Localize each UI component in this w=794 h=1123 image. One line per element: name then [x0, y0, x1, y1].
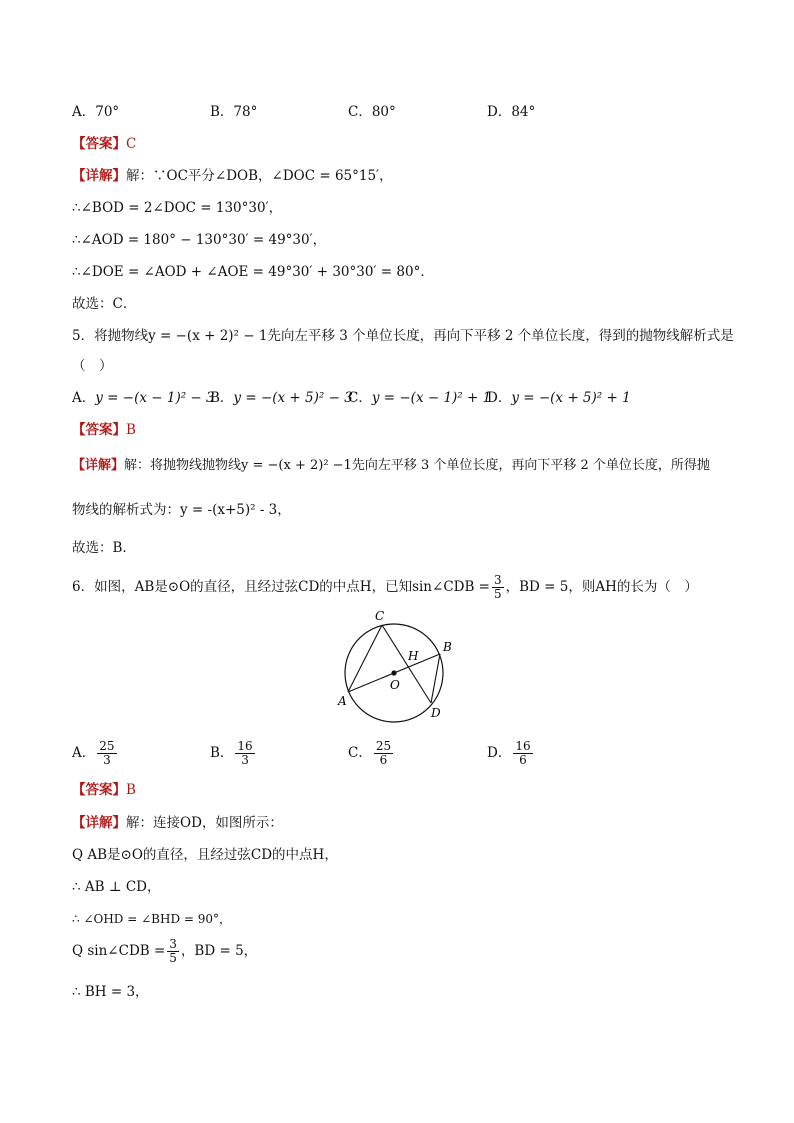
q6-detail-line-3: ∴ AB ⊥ CD， [72, 879, 161, 895]
q5-option-b: B．y = −(x + 5)² − 3 [210, 390, 353, 406]
q4-detail-line-3: ∴∠AOD = 180° − 130°30′ = 49°30′， [72, 232, 327, 248]
q4-detail-line-4: ∴∠DOE = ∠AOD + ∠AOE = 49°30′ + 30°30′ = 80°． [72, 264, 434, 280]
segment-bd [431, 654, 440, 703]
q6-detail-line-6: ∴ BH = 3， [72, 984, 149, 1000]
q4-answer: 【答案】C [72, 136, 137, 152]
q6-stem: 6．如图，AB是⊙O的直径，且经过弦CD的中点H，已知sin∠CDB = $\frac{3}{5}$ ，BD = 5，则AH的长为（ ） [72, 573, 698, 601]
circle-figure [328, 605, 468, 723]
q4-detail-line-1: 【详解】解：∵OC平分∠DOB，∠DOC = 65°15′， [72, 168, 393, 184]
q5-option-a: A．y = −(x − 1)² − 3 [72, 390, 215, 406]
q5-detail-line-1: 【详解】解：将抛物线抛物线y = −(x + 2)² −1先向左平移 3 个单位长度，再向下平移 2 个单位长度，所得抛 [72, 458, 710, 473]
q6-option-b: B． $\frac{16}{3}$ [210, 739, 253, 767]
q6-option-c: C． $\frac{25}{6}$ [348, 739, 392, 767]
label-c: C [375, 609, 385, 623]
q6-option-d: D． $\frac{16}{6}$ [487, 739, 531, 767]
segment-ac [348, 625, 382, 692]
label-b: B [443, 640, 452, 654]
q5-answer: 【答案】B [72, 422, 136, 438]
q5-detail-line-2: 物线的解析式为：y = -(x+5)² - 3， [72, 502, 291, 518]
label-h: H [408, 649, 419, 663]
q5-conclusion: 故选：B． [72, 540, 136, 556]
q6-option-a: A． $\frac{25}{3}$ [72, 739, 115, 767]
q5-stem: 5．将抛物线y = −(x + 2)² − 1先向左平移 3 个单位长度，再向下平移 2 个单位长度，得到的抛物线解析式是 [72, 328, 734, 344]
label-d: D [431, 706, 441, 720]
q6-detail-line-5: Q sin∠CDB = $\frac{3}{5}$ ，BD = 5， [72, 937, 258, 965]
q6-stem-fraction: $\frac{3}{5}$ [494, 573, 502, 601]
q5-option-c: C．y = −(x − 1)² + 1 [348, 390, 492, 406]
q4-option-a: A．70° [72, 104, 120, 120]
q6-detail-line-1: 【详解】解：连接OD，如图所示： [72, 815, 283, 831]
label-o: O [390, 678, 400, 692]
q4-option-c: C．80° [348, 104, 396, 120]
q5-paren: （ ） [72, 358, 113, 374]
q4-conclusion: 故选：C． [72, 296, 137, 312]
q6-detail-fraction: $\frac{3}{5}$ [169, 937, 177, 965]
label-a: A [338, 694, 347, 708]
q6-detail-line-2: Q AB是⊙O的直径，且经过弦CD的中点H， [72, 847, 338, 863]
q4-detail-line-2: ∴∠BOD = 2∠DOC = 130°30′， [72, 200, 283, 216]
q4-option-b: B．78° [210, 104, 258, 120]
center-point [391, 670, 396, 675]
q6-detail-line-4: ∴ ∠OHD = ∠BHD = 90°， [72, 912, 232, 926]
q6-answer: 【答案】B [72, 782, 136, 798]
q4-option-d: D．84° [487, 104, 536, 120]
q5-option-d: D．y = −(x + 5)² + 1 [487, 390, 631, 406]
